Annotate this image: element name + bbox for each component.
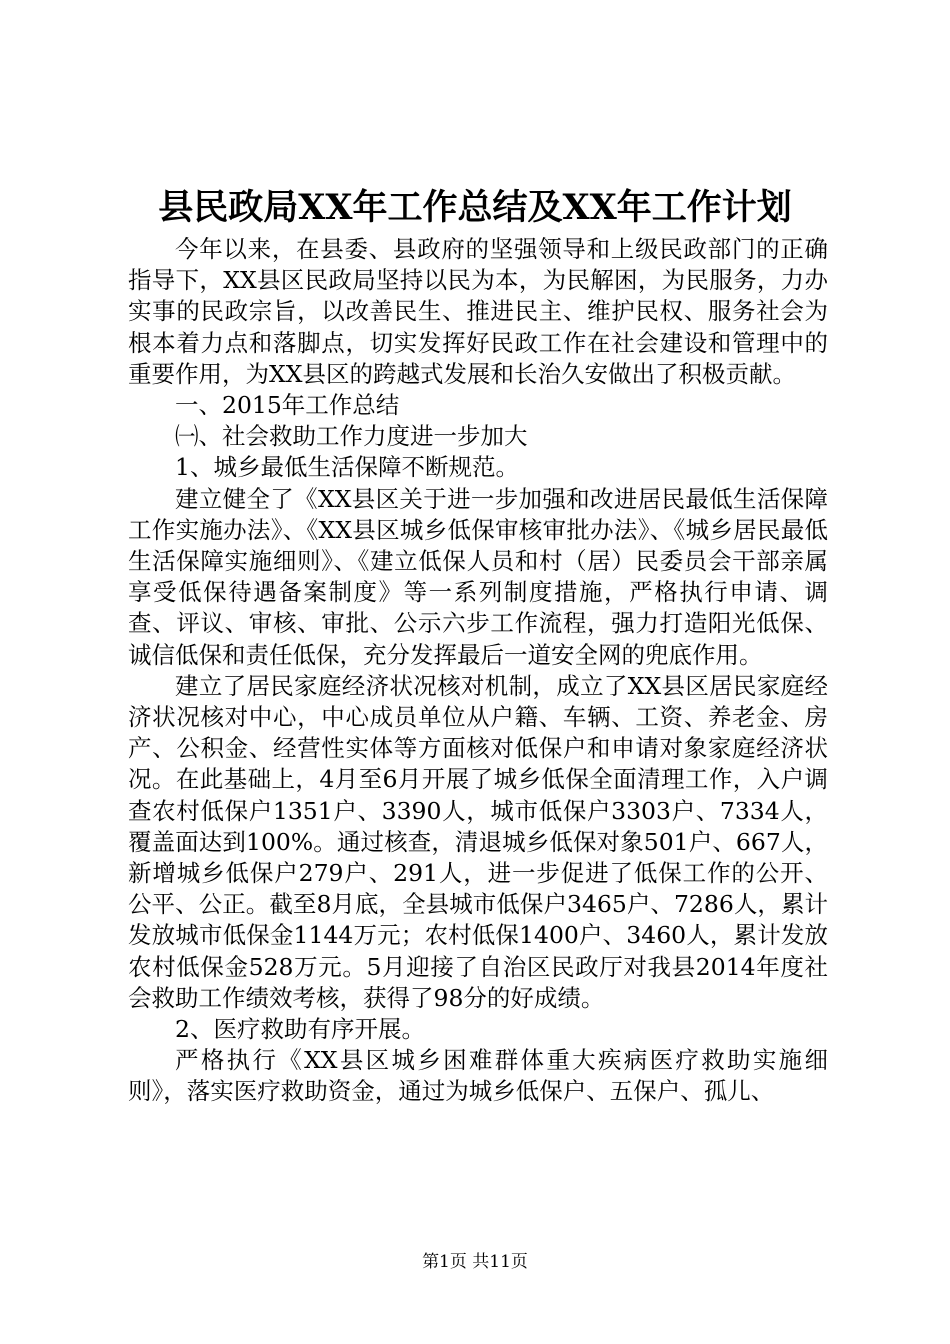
page-number-footer: 第1页 共11页 — [422, 1252, 528, 1272]
paragraph-system-measures: 建立健全了《XX县区关于进一步加强和改进居民最低生活保障工作实施办法》、《XX县区城乡低保审核审批办法》、《城乡居民最低生活保障实施细则》、《建立低保人员和村（居）民委员会干部亲属享受低保待遇备案制度》等一系列制度措施，严格执行申请、调查、评议、审核、审批、公示六步工作流程，强力打造阳光低保、诚信低保和责任低保，充分发挥最后一道安全网的兜底作用。 — [128, 484, 828, 669]
paragraph-intro: 今年以来，在县委、县政府的坚强领导和上级民政部门的正确指导下，XX县区民政局坚持以民为本，为民解困，为民服务，力办实事的民政宗旨，以改善民生、推进民主、维护民权、服务社会为根本着力点和落脚点，切实发挥好民政工作在社会建设和管理中的重要作用，为XX县区的跨越式发展和长治久安做出了积极贡献。 — [128, 235, 828, 388]
heading-item-1: 1、城乡最低生活保障不断规范。 — [175, 453, 519, 482]
heading-subsection-1: ㈠、社会救助工作力度进一步加大 — [175, 422, 528, 451]
paragraph-medical-aid: 严格执行《XX县区城乡困难群体重大疾病医疗救助实施细则》，落实医疗救助资金，通过为城乡低保户、五保户、孤儿、 — [128, 1046, 828, 1106]
heading-section-1: 一、2015年工作总结 — [175, 391, 400, 420]
document-title: 县民政局XX年工作总结及XX年工作计划 — [158, 187, 792, 228]
heading-item-2: 2、医疗救助有序开展。 — [175, 1015, 425, 1044]
document-body — [128, 234, 828, 1108]
paragraph-verification: 建立了居民家庭经济状况核对机制，成立了XX县区居民家庭经济状况核对中心，中心成员单位从户籍、车辆、工资、养老金、房产、公积金、经营性实体等方面核对低保户和申请对象家庭经济状况。在此基础上，4月至6月开展了城乡低保全面清理工作，入户调查农村低保户1351户、3390人，城市低保户3303户、7334人，覆盖面达到100%。通过核查，清退城乡低保对象501户、667人，新增城乡低保户279户、291人，进一步促进了低保工作的公开、公平、公正。截至8月底，全县城市低保户3465户、7286人，累计发放城市低保金1144万元；农村低保1400户、3460人，累计发放农村低保金528万元。5月迎接了自治区民政厅对我县2014年度社会救助工作绩效考核，获得了98分的好成绩。 — [128, 671, 828, 1012]
